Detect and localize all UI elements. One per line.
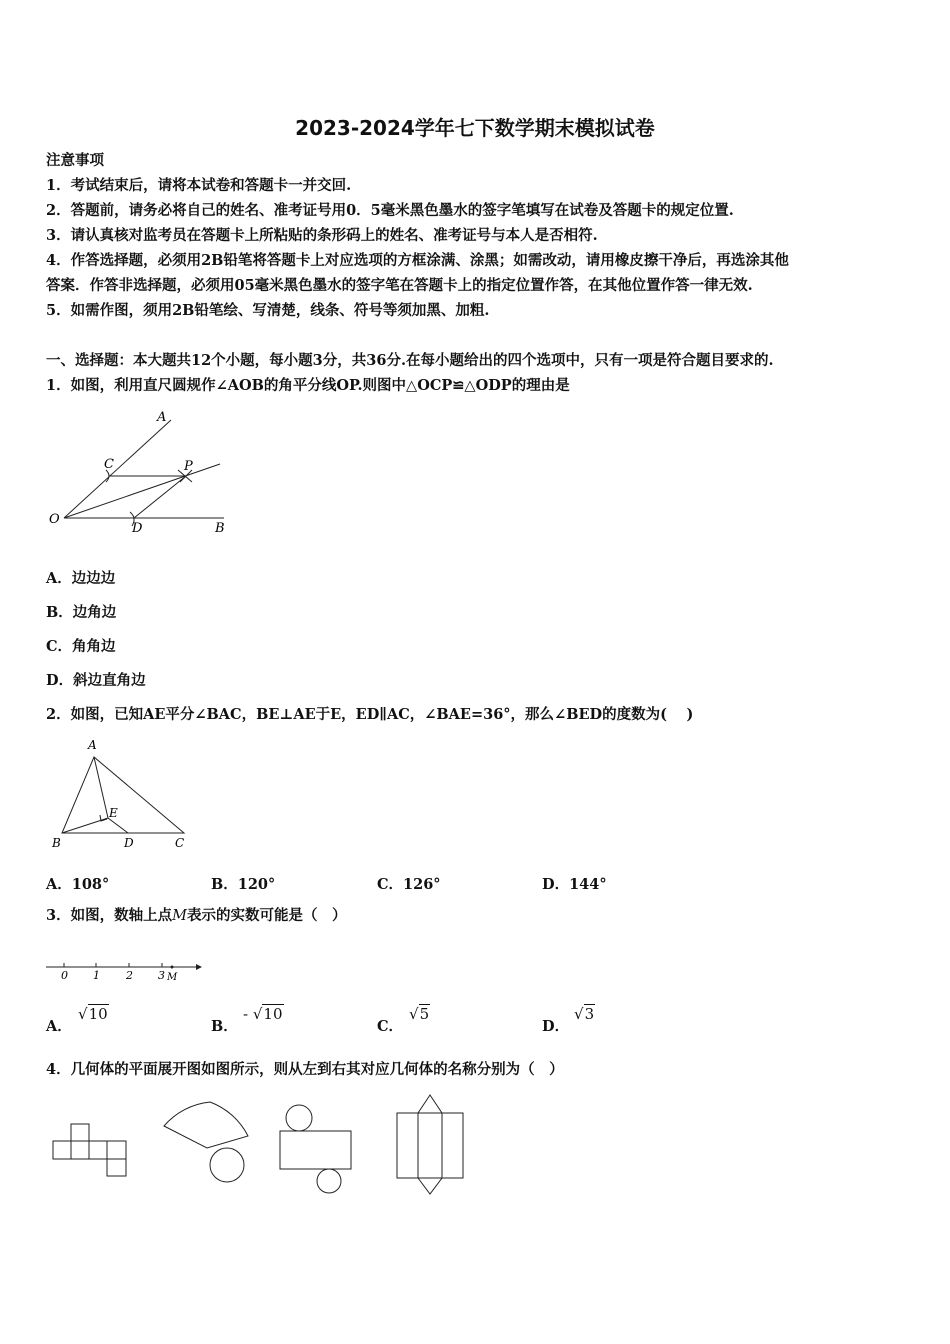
question-1-stem: 1．如图，利用直尺圆规作∠AOB的角平分线OP.则图中△OCP≌△ODP的理由是: [46, 377, 570, 394]
tick-2: 2: [126, 969, 133, 982]
question-2-stem: 2．如图，已知AE平分∠BAC，BE⊥AE于E，ED∥AC，∠BAE=36°，那么∠BED的度数为( ): [46, 706, 694, 723]
cylinder-net-figure: [278, 1104, 358, 1196]
notice-item: 2．答题前，请务必将自己的姓名、准考证号用0．5毫米黑色墨水的签字笔填写在试卷及答题卡的规定位置.: [46, 202, 734, 219]
label-a: A: [157, 410, 167, 425]
q3-stem-post: 表示的实数可能是（ ）: [186, 907, 347, 924]
tick-0: 0: [61, 969, 68, 982]
q1-option-c[interactable]: C．角角边: [46, 638, 116, 655]
notice-item: 1．考试结束后，请将本试卷和答题卡一并交回.: [46, 177, 352, 194]
section-heading: 一、选择题：本大题共12个小题，每小题3分，共36分.在每小题给出的四个选项中，只有一项是符合题目要求的.: [46, 352, 774, 369]
q2-option-b[interactable]: B．120°: [211, 876, 276, 893]
number-line-figure: [46, 958, 206, 982]
label-b: B: [52, 836, 61, 850]
notice-item: 答案．作答非选择题，必须用05毫米黑色墨水的签字笔在答题卡上的指定位置作答，在其他位置作答一律无效.: [46, 277, 753, 294]
q1-option-a[interactable]: A．边边边: [46, 570, 116, 587]
q1-option-b[interactable]: B．边角边: [46, 604, 117, 621]
question-3-stem: [46, 906, 346, 926]
q2-option-c[interactable]: C．126°: [377, 876, 441, 893]
q3-option-b-value[interactable]: - √10: [243, 1005, 283, 1023]
prism-net-figure: [393, 1093, 468, 1198]
q3-option-b-letter[interactable]: B．: [211, 1018, 238, 1035]
q3-option-c-value[interactable]: √5: [409, 1005, 430, 1023]
radicand: 3: [584, 1005, 595, 1023]
angle-bisector-figure: [46, 408, 246, 538]
q1-option-d[interactable]: D．斜边直角边: [46, 672, 146, 689]
label-p: P: [184, 459, 193, 474]
point-m: M: [167, 972, 178, 983]
triangle-figure: [46, 737, 196, 852]
q3-stem-var: M: [172, 908, 187, 924]
page-title: 2023-2024学年七下数学期末模拟试卷: [295, 116, 655, 140]
notice-item: 5．如需作图，须用2B铅笔绘、写清楚，线条、符号等须加黑、加粗.: [46, 302, 490, 319]
label-e: E: [109, 806, 118, 820]
notice-heading: 注意事项: [46, 152, 104, 169]
q3-option-c-letter[interactable]: C．: [377, 1018, 404, 1035]
cube-net-figure: [52, 1123, 132, 1178]
q3-option-d-value[interactable]: √3: [574, 1005, 595, 1023]
radicand: 10: [263, 1005, 283, 1023]
label-d: D: [132, 521, 143, 536]
question-4-stem: 4．几何体的平面展开图如图所示，则从左到右其对应几何体的名称分别为（ ）: [46, 1061, 564, 1078]
radicand: 5: [419, 1005, 430, 1023]
label-d: D: [124, 836, 134, 850]
q3-option-a-value[interactable]: √10: [78, 1005, 108, 1023]
tick-3: 3: [158, 969, 165, 982]
q2-option-a[interactable]: A．108°: [46, 876, 110, 893]
radicand: 10: [88, 1005, 108, 1023]
label-c: C: [175, 836, 185, 850]
cone-net-figure: [160, 1098, 255, 1188]
notice-item: 3．请认真核对监考员在答题卡上所粘贴的条形码上的姓名、准考证号与本人是否相符.: [46, 227, 598, 244]
q3-option-a-letter[interactable]: A．: [46, 1018, 72, 1035]
notice-item: 4．作答选择题，必须用2B铅笔将答题卡上对应选项的方框涂满、涂黑；如需改动，请用橡皮擦干净后，再选涂其他: [46, 252, 789, 269]
sign: -: [243, 1005, 249, 1023]
label-b: B: [215, 521, 225, 536]
label-a: A: [88, 738, 97, 752]
q3-option-d-letter[interactable]: D．: [542, 1018, 570, 1035]
tick-1: 1: [93, 969, 100, 982]
label-c: C: [104, 457, 114, 472]
label-o: O: [49, 512, 60, 527]
q3-stem-pre: 3．如图，数轴上点: [46, 907, 173, 924]
q2-option-d[interactable]: D．144°: [542, 876, 607, 893]
